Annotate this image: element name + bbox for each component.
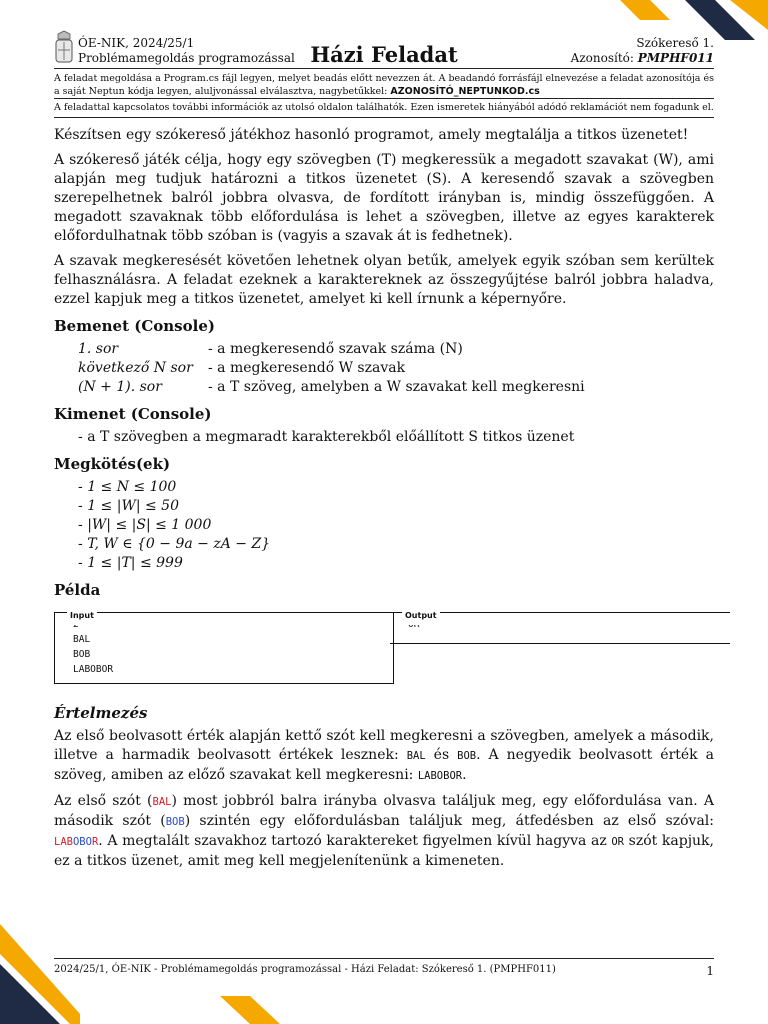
list-item: - |W| ≤ |S| ≤ 1 000 (78, 517, 212, 533)
footer-text: 2024/25/1, ÓE-NIK - Problémamegoldás programozással - Házi Feladat: Szókereső 1. (PMPHF011) (54, 964, 556, 975)
output-list (78, 428, 714, 447)
explanation-paragraph-2: Az első szót (BAL) most jobbról balra irányba olvasva találjuk meg, egy előfordulása van. A második szót (BOB) szintén egy előfordulásban találjuk meg, átfedésben az első szóval: LABOBOR. A megtalált szavakhoz tartozó karaktereket figyelmen kívül hagyva az OR szót kapjuk, ez a titkos üzenet, amit meg kell megjelenítenünk a kimeneten. (54, 793, 714, 869)
task-name: Szókereső 1. (636, 36, 714, 50)
input-list (78, 340, 714, 397)
course-label: Problémamegoldás programozással (78, 51, 295, 65)
input-box-label: Input (67, 606, 97, 625)
intro-paragraph-2: A szókereső játék célja, hogy egy szövegben (T) megkeressük a megadott szavakat (W), ami alapján meg tudjuk határozni a titkos üzenetet (S). A keresendő szavak a szövegben szerepelhetnek balról jobbra olvasva, de fordított irányban is, mindig összefüggően. A megadott szavaknak több előfordulása is lehet a szövegben, illetve az egyes karakterek előfordulhatnak több szóban is (vagyis a szavak át is fedhetnek). (54, 152, 714, 244)
example-output-box (390, 612, 730, 644)
info-note: A feladattal kapcsolatos további információk az utolsó oldalon találhatók. Ezen ismeretek hiányából adódó reklamációt nem fogadunk el. (54, 102, 714, 113)
footer-divider (54, 958, 714, 959)
header-right (571, 36, 714, 66)
output-heading: Kimenet (Console) (54, 405, 212, 423)
list-item: - a T szövegben a megmaradt karakterekből előállított S titkos üzenet (78, 429, 575, 445)
constraints-heading: Megkötés(ek) (54, 455, 171, 473)
output-box-label: Output (402, 606, 440, 625)
list-item: (N + 1). sor - a T szöveg, amelyben a W szavakat kell megkeresni (78, 379, 585, 395)
note-divider-bottom (54, 117, 714, 118)
explanation-paragraph-1: Az első beolvasott érték alapján kettő szót kell megkeresni a szövegben, amelyek a második, illetve a harmadik beolvasott értékek lesznek: BAL és BOB. A negyedik beolvasott érték a szöveg, amiben az előző szavakat kell megkeresni: LABOBOR. (54, 728, 715, 783)
submission-note: A feladat megoldása a Program.cs fájl legyen, melyet beadás előtt nevezzen át. A beadandó forrásfájl elnevezése a feladat azonosítója és a saját Neptun kódja legyen, aluljvonással elválasztva, nagybetűkkel: AZONOSÍTÓ_NEPTUNKOD.cs (54, 73, 714, 97)
note-divider (54, 98, 714, 99)
page-number: 1 (706, 964, 714, 978)
id-label: Azonosító: (570, 51, 634, 65)
constraints-list (78, 478, 714, 573)
example-heading: Példa (54, 581, 101, 599)
example-input-box: Input BAL BOB LABOBOR (54, 612, 394, 684)
list-item: következő N sor - a megkeresendő W szavak (78, 360, 406, 376)
corner-decoration-bottom-center (220, 996, 310, 1024)
header-divider (54, 68, 714, 69)
intro-paragraph-3: A szavak megkeresését követően lehetnek olyan betűk, amelyek egyik szóban sem kerültek felhasználásra. A feladat ezeknek a karaktereknek az összegyűjtése balról jobbra haladva, ezzel kapjuk meg a titkos üzenetet, amelyet ki kell írnunk a képernyőre. (54, 253, 714, 307)
id-value: PMPHF011 (637, 51, 714, 65)
list-item: - 1 ≤ |T| ≤ 999 (78, 555, 183, 571)
input-heading: Bemenet (Console) (54, 317, 215, 335)
page-header (54, 28, 714, 70)
explanation-heading: Értelmezés (54, 704, 148, 722)
highlighted-text: LABOBOR (54, 836, 99, 848)
example-section (54, 604, 714, 696)
filename-label: AZONOSÍTÓ_NEPTUNKOD.cs (390, 86, 540, 97)
list-item: - 1 ≤ |W| ≤ 50 (78, 498, 179, 514)
list-item: 1. sor - a megkeresendő szavak száma (N) (78, 341, 463, 357)
page-title: Házi Feladat (310, 42, 458, 67)
institution-label: ÓE-NIK, 2024/25/1 (78, 36, 195, 50)
main-content (54, 126, 714, 877)
list-item: - 1 ≤ N ≤ 100 (78, 479, 177, 495)
intro-paragraph-1: Készítsen egy szókereső játékhoz hasonló programot, amely megtalálja a titkos üzenetet! (54, 127, 689, 143)
list-item: - T, W ∈ {0 − 9a − zA − Z} (78, 536, 271, 552)
page-footer (54, 964, 714, 978)
